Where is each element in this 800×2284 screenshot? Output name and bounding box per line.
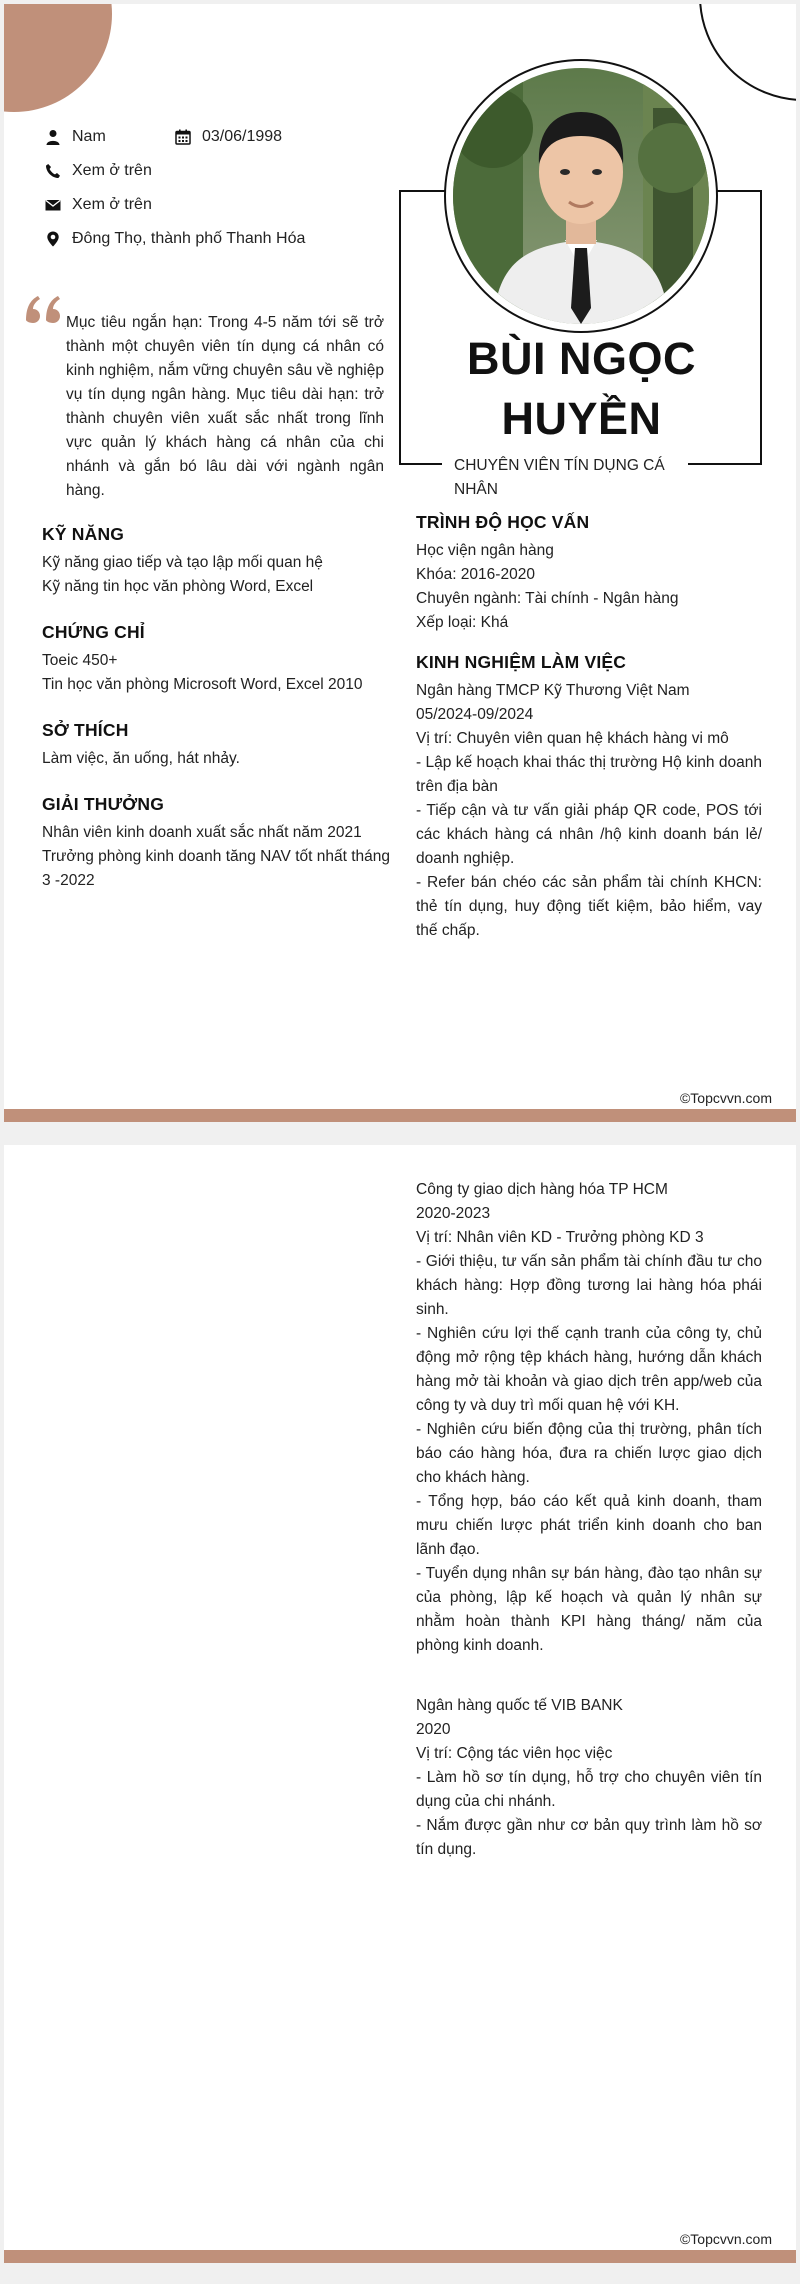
- hobbies-title: SỞ THÍCH: [42, 720, 129, 740]
- phone-icon: [44, 162, 62, 180]
- candidate-name: [404, 329, 759, 449]
- job-duty: - Giới thiệu, tư vấn sản phẩm tài chính đầu tư cho khách hàng: Hợp đồng tương lai hàng hóa phái sinh.: [416, 1253, 762, 1318]
- job-period: 2020-2023: [416, 1205, 491, 1222]
- education-item: Học viện ngân hàng: [416, 542, 554, 559]
- gender-value: Nam: [72, 128, 106, 145]
- gender-row: [44, 128, 106, 146]
- bottom-accent-bar: [4, 2250, 796, 2263]
- award-item: Trưởng phòng kinh doanh tăng NAV tốt nhất tháng 3 -2022: [42, 848, 391, 889]
- job-block: [416, 1178, 762, 1658]
- calendar-icon: [174, 128, 192, 146]
- phone-row: [44, 162, 152, 180]
- address-row: [44, 230, 305, 248]
- company-name: Công ty giao dịch hàng hóa TP HCM: [416, 1181, 668, 1198]
- bottom-accent-bar: [4, 1109, 796, 1122]
- job-period: 05/2024-09/2024: [416, 706, 534, 723]
- birthdate-value: 03/06/1998: [202, 128, 283, 145]
- education-item: Xếp loại: Khá: [416, 614, 509, 631]
- person-icon: [44, 128, 62, 146]
- hobbies-section: [42, 720, 392, 771]
- cv-page-2: [4, 1145, 796, 2263]
- avatar: [453, 68, 709, 324]
- awards-section: [42, 794, 392, 893]
- job-position: Vị trí: Chuyên viên quan hệ khách hàng vi mô: [416, 730, 729, 747]
- experience-continued: [416, 1178, 762, 1658]
- job-duty: - Refer bán chéo các sản phẩm tài chính KHCN: thẻ tín dụng, huy động tiết kiệm, bảo hiểm, vay thế chấp.: [416, 874, 762, 939]
- certificates-title: CHỨNG CHỈ: [42, 622, 145, 642]
- job-duty: - Tổng hợp, báo cáo kết quả kinh doanh, tham mưu chiến lược phát triển kinh doanh cho ban lãnh đạo.: [416, 1493, 762, 1558]
- job-position: Vị trí: Nhân viên KD - Trưởng phòng KD 3: [416, 1229, 704, 1246]
- email-value: Xem ở trên: [72, 196, 152, 213]
- hobby-item: Làm việc, ăn uống, hát nhảy.: [42, 750, 240, 767]
- certificates-section: [42, 622, 392, 697]
- name-line-1: BÙI NGỌC: [467, 333, 696, 384]
- skill-item: Kỹ năng tin học văn phòng Word, Excel: [42, 578, 314, 595]
- job-block: [416, 1694, 762, 1862]
- cv-page-1: [4, 4, 796, 1122]
- company-name: Ngân hàng TMCP Kỹ Thương Việt Nam: [416, 682, 690, 699]
- phone-value: Xem ở trên: [72, 162, 152, 179]
- skill-item: Kỹ năng giao tiếp và tạo lập mối quan hệ: [42, 554, 323, 571]
- decorative-circle: [4, 4, 112, 112]
- birthdate-row: [174, 128, 282, 146]
- decorative-circle-outline: [694, 4, 796, 106]
- skills-title: KỸ NĂNG: [42, 524, 125, 544]
- job-duty: - Làm hồ sơ tín dụng, hỗ trợ cho chuyên viên tín dụng của chi nhánh.: [416, 1769, 762, 1810]
- experience-section: [416, 652, 762, 943]
- education-item: Chuyên ngành: Tài chính - Ngân hàng: [416, 590, 679, 607]
- position-title: CHUYÊN VIÊN TÍN DỤNG CÁ NHÂN: [454, 457, 665, 498]
- award-item: Nhân viên kinh doanh xuất sắc nhất năm 2021: [42, 824, 362, 841]
- job-period: 2020: [416, 1721, 451, 1738]
- job-duty: - Tuyển dụng nhân sự bán hàng, đào tạo nhân sự của phòng, lập kế hoạch và quản lý nhân sự nhằm hoàn thành KPI hàng tháng/ năm của phòng kinh doanh.: [416, 1565, 762, 1654]
- experience-title: KINH NGHIỆM LÀM VIỆC: [416, 652, 627, 672]
- quote-icon: [24, 290, 64, 326]
- career-objective: Mục tiêu ngắn hạn: Trong 4-5 năm tới sẽ trở thành một chuyên viên tín dụng cá nhân có kinh nghiệm, nắm vững chuyên sâu về nghiệp vụ tín dụng ngân hàng. Mục tiêu dài hạn: trở thành chuyên viên xuất sắc nhất trong lĩnh vực quản lý khách hàng cá nhân của chi nhánh và gắn bó lâu dài với ngành ngân hàng.: [66, 314, 384, 499]
- education-section: [416, 512, 762, 635]
- job-duty: - Tiếp cận và tư vấn giải pháp QR code, POS tới các khách hàng cá nhân /hộ kinh doanh bán lẻ/ doanh nghiệp.: [416, 802, 762, 867]
- address-value: Đông Thọ, thành phố Thanh Hóa: [72, 230, 306, 247]
- certificate-item: Toeic 450+: [42, 652, 118, 669]
- company-name: Ngân hàng quốc tế VIB BANK: [416, 1697, 623, 1714]
- certificate-item: Tin học văn phòng Microsoft Word, Excel 2010: [42, 676, 363, 693]
- experience-continued-2: [416, 1694, 762, 1862]
- education-item: Khóa: 2016-2020: [416, 566, 535, 583]
- name-line-2: HUYỀN: [501, 393, 662, 444]
- email-row: [44, 196, 152, 214]
- job-duty: - Lập kế hoạch khai thác thị trường Hộ kinh doanh trên địa bàn: [416, 754, 762, 795]
- skills-section: [42, 524, 392, 599]
- job-position: Vị trí: Cộng tác viên học việc: [416, 1745, 613, 1762]
- footer-credit: ©Topcvvn.com: [679, 2231, 772, 2247]
- awards-title: GIẢI THƯỞNG: [42, 794, 165, 814]
- location-icon: [44, 230, 62, 248]
- education-title: TRÌNH ĐỘ HỌC VẤN: [416, 512, 590, 532]
- mail-icon: [44, 196, 62, 214]
- footer-credit: ©Topcvvn.com: [679, 1090, 772, 1106]
- job-duty: - Nắm được gần như cơ bản quy trình làm hồ sơ tín dụng.: [416, 1817, 762, 1858]
- job-duty: - Nghiên cứu biến động của thị trường, phân tích báo cáo hàng hóa, đưa ra chiến lược giao dịch cho khách hàng.: [416, 1421, 762, 1486]
- job-duty: - Nghiên cứu lợi thế cạnh tranh của công ty, chủ động mở rộng tệp khách hàng, hướng dẫn khách hàng mở tài khoản và giao dịch trên app/web của công ty và duy trì mối quan hệ với KH.: [416, 1325, 762, 1414]
